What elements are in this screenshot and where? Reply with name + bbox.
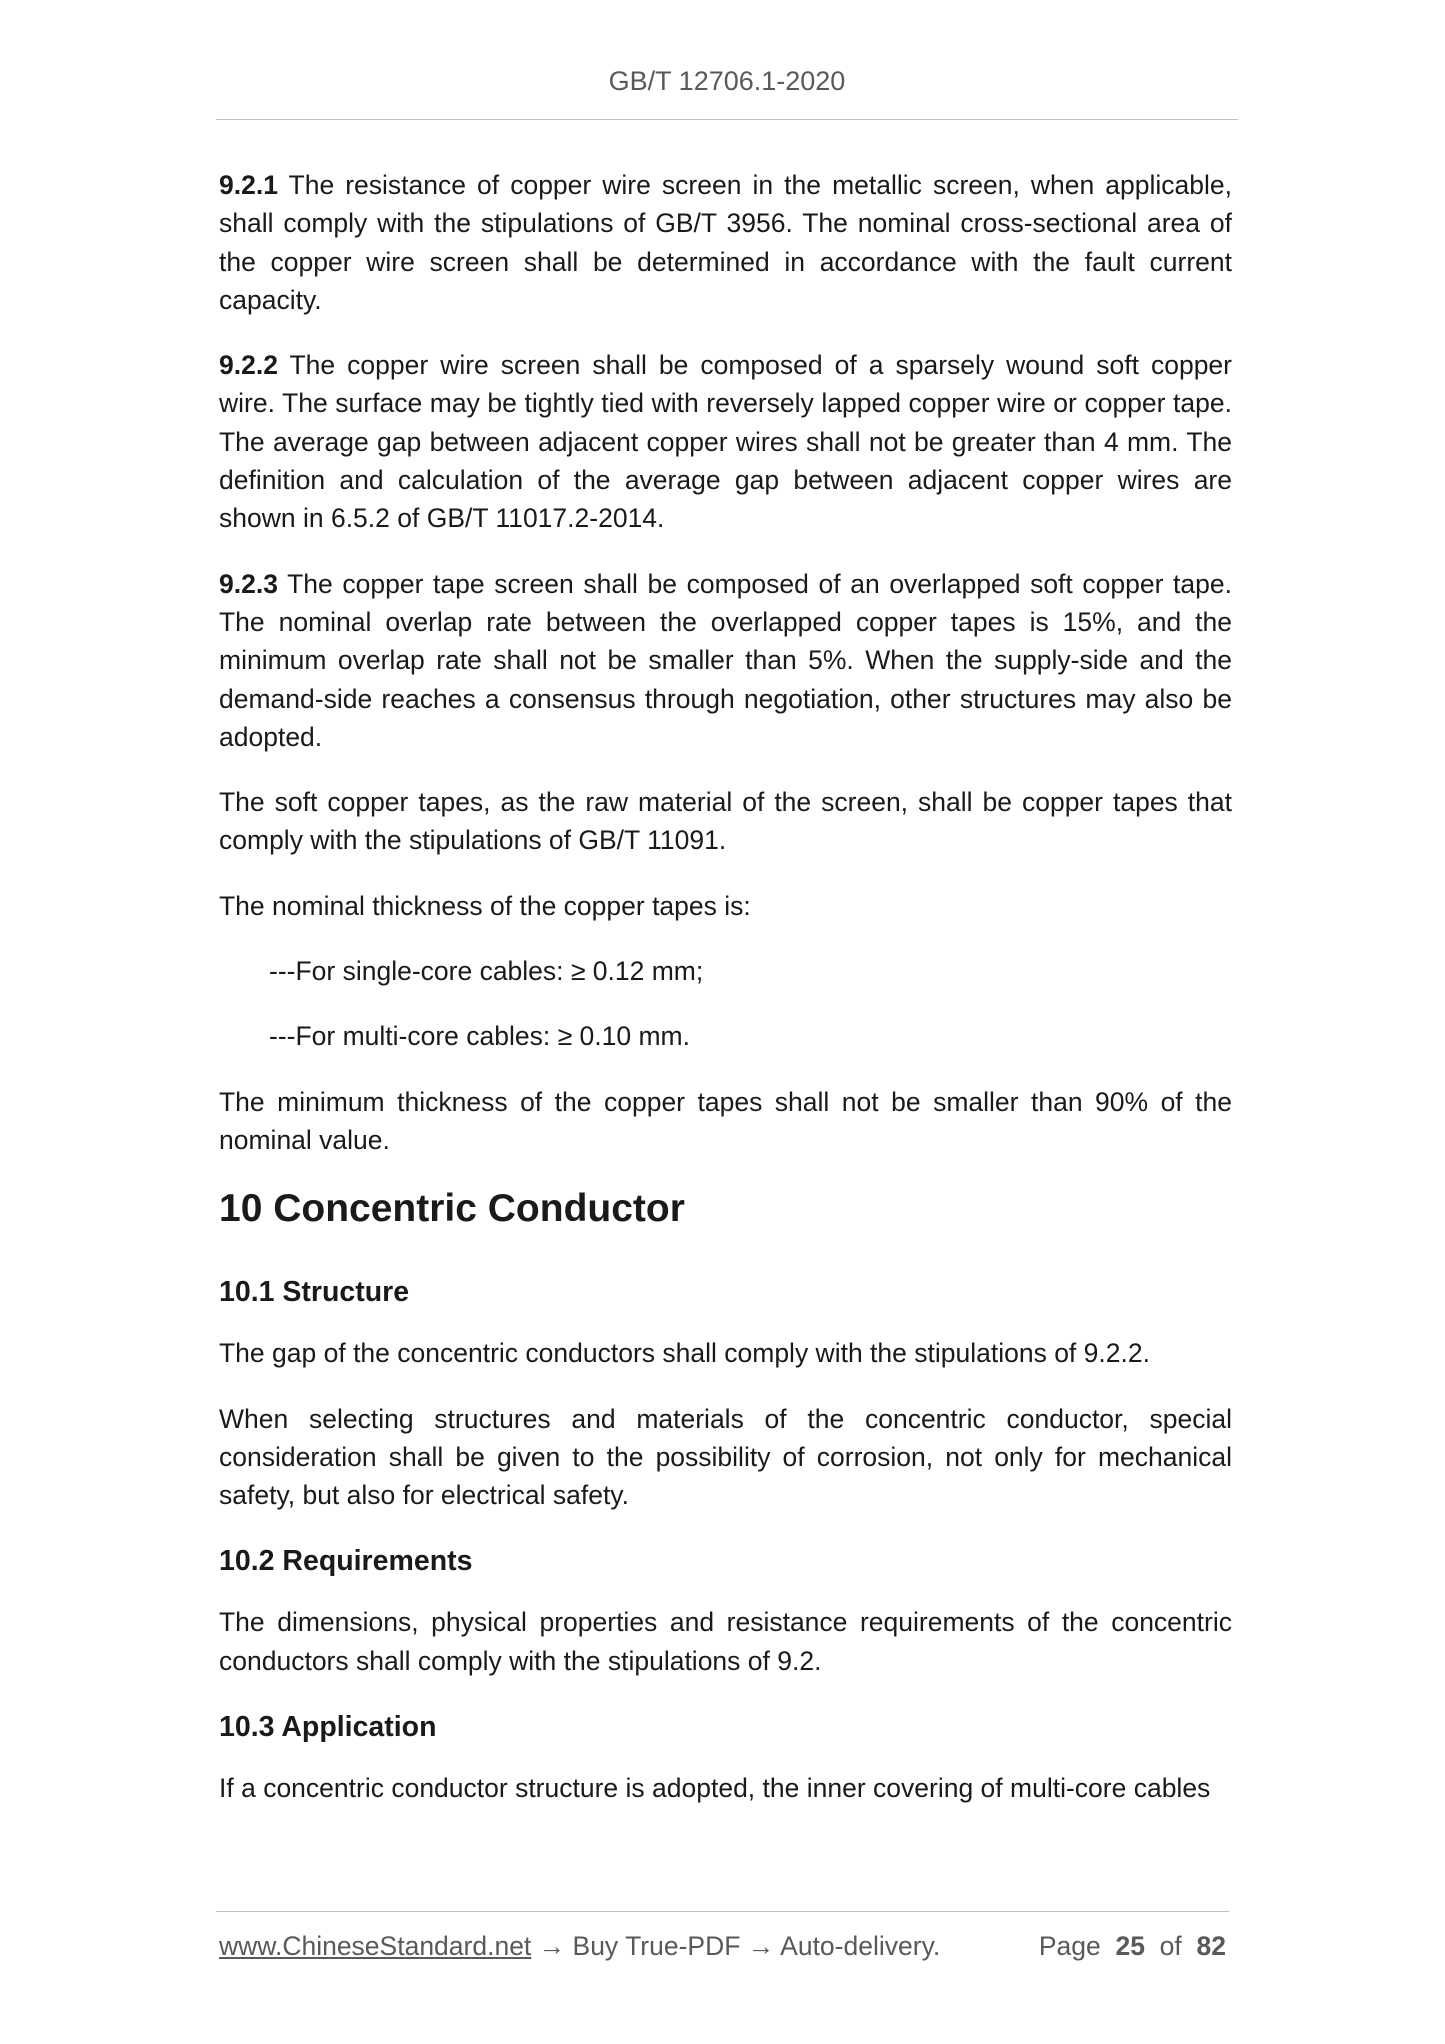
paragraph-selecting-structures: When selecting structures and materials of the concentric conductor, special consideration shall be given to the possibility of corrosion, not only for mechanical safety, but also for electrical safety. (219, 1403, 1232, 1511)
subsection-heading-10-2: 10.2 Requirements (219, 1545, 473, 1578)
paragraph-nominal-thickness: The nominal thickness of the copper tapes is: (219, 890, 751, 921)
clause-9-2-3 (219, 565, 1232, 756)
paragraph-requirements: The dimensions, physical properties and resistance requirements of the concentric conductors shall comply with the stipulations of 9.2. (219, 1607, 1232, 1676)
paragraph-gap: The gap of the concentric conductors shall comply with the stipulations of 9.2.2. (219, 1338, 1150, 1369)
paragraph-raw-material: The soft copper tapes, as the raw material of the screen, shall be copper tapes that comply with the stipulations of GB/T 11091. (219, 787, 1232, 856)
clause-9-2-2 (219, 346, 1232, 537)
subsection-heading-10-3: 10.3 Application (219, 1711, 437, 1744)
clause-number: 9.2.2 (219, 350, 278, 381)
footer-tagline: → Buy True-PDF → Auto-delivery. (531, 1931, 941, 1961)
clause-number: 9.2.1 (219, 170, 278, 200)
clause-number: 9.2.3 (219, 568, 278, 599)
clause-9-2-1 (219, 166, 1232, 319)
clause-text: The copper tape screen shall be composed of an overlapped soft copper tape. The nominal overlap rate between the overlapped copper tapes is 15%, and the minimum overlap rate shall not be smaller than 5%. When the supply-side and the demand-side reaches a consensus through negotiation, other structures may also be adopted. (219, 568, 1232, 752)
page-label: Page (1038, 1931, 1101, 1961)
total-pages: 82 (1196, 1931, 1226, 1961)
document-footer (219, 1928, 1232, 1964)
paragraph-application: If a concentric conductor structure is adopted, the inner covering of multi-core cables (219, 1773, 1211, 1804)
page-indicator (1039, 1928, 1226, 1964)
clause-text: The copper wire screen shall be composed of a sparsely wound soft copper wire. The surface may be tightly tied with reversely lapped copper wire or copper tape. The average gap between adjacent copper wires shall not be greater than 4 mm. The definition and calculation of the average gap between adjacent copper wires are shown in 6.5.2 of GB/T 11017.2-2014. (219, 350, 1232, 534)
website-link[interactable]: www.ChineseStandard.net (219, 1931, 532, 1961)
of-label: of (1159, 1931, 1182, 1961)
footer-divider (216, 1911, 1229, 1912)
header-divider (216, 119, 1238, 120)
document-header: GB/T 12706.1-2020 (608, 66, 846, 96)
list-item-multi-core: ---For multi-core cables: ≥ 0.10 mm. (269, 1021, 690, 1052)
page-number: 25 (1115, 1931, 1145, 1961)
page-body (219, 166, 1232, 1834)
list-item-single-core: ---For single-core cables: ≥ 0.12 mm; (269, 956, 704, 987)
section-heading-10: 10 Concentric Conductor (219, 1187, 685, 1231)
clause-text: The resistance of copper wire screen in the metallic screen, when applicable, shall comply with the stipulations of GB/T 3956. The nominal cross-sectional area of the copper wire screen shall be determined in accordance with the fault current capacity. (219, 170, 1232, 315)
paragraph-minimum-thickness: The minimum thickness of the copper tapes shall not be smaller than 90% of the nominal value. (219, 1086, 1232, 1155)
subsection-heading-10-1: 10.1 Structure (219, 1276, 410, 1309)
